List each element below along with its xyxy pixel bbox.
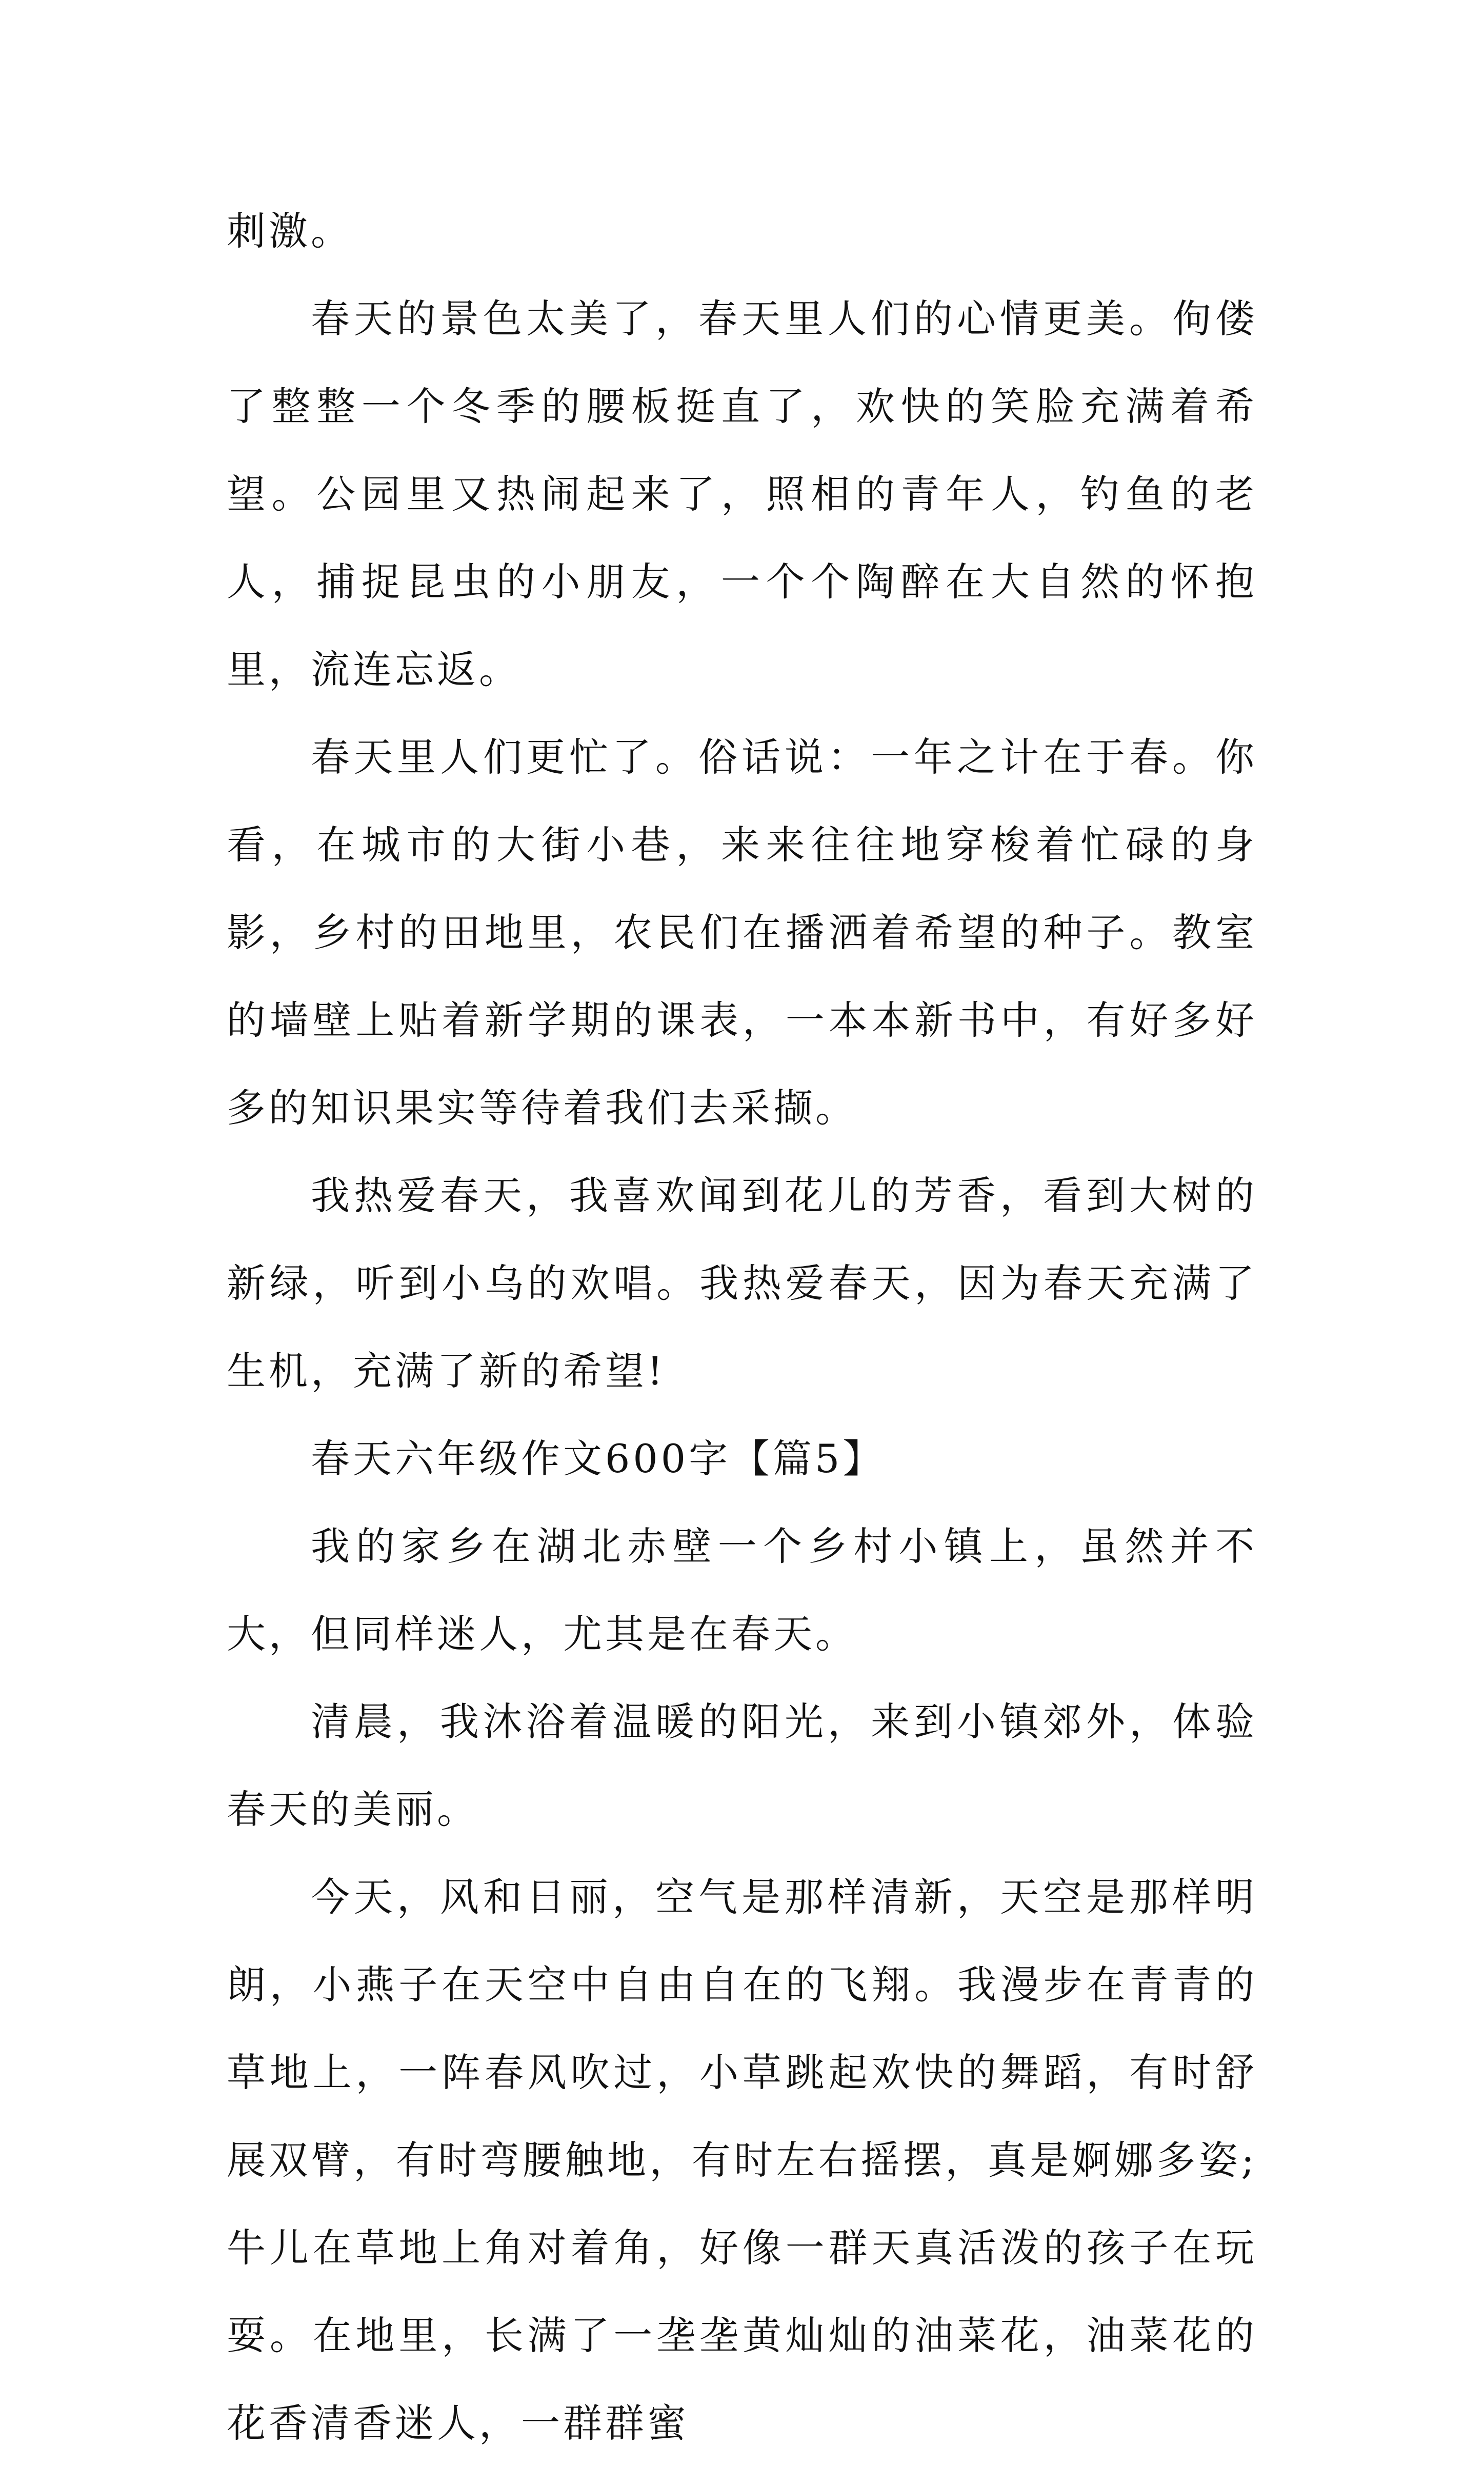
paragraph-3: 春天里人们更忙了。俗话说：一年之计在于春。你看，在城市的大街小巷，来来往往地穿梭着忙碌的身影，乡村的田地里，农民们在播洒着希望的种子。教室的墙壁上贴着新学期的课表，一本本新书中，有好多好多的知识果实等待着我们去采撷。 xyxy=(227,734,1257,1131)
section-heading: 春天六年级作文600字【篇5】 xyxy=(311,1436,885,1481)
paragraph-5: 我的家乡在湖北赤壁一个乡村小镇上，虽然并不大，但同样迷人，尤其是在春天。 xyxy=(227,1523,1257,1657)
document-body xyxy=(227,187,1257,2467)
paragraph-1: 刺激。 xyxy=(227,208,353,254)
paragraph-4: 我热爱春天，我喜欢闻到花儿的芳香，看到大树的新绿，听到小乌的欢唱。我热爱春天，因为春天充满了生机，充满了新的希望! xyxy=(227,1173,1257,1394)
paragraph-7: 今天，风和日丽，空气是那样清新，天空是那样明朗，小燕子在天空中自由自在的飞翔。我漫步在青青的草地上，一阵春风吹过，小草跳起欢快的舞蹈，有时舒展双臂，有时弯腰触地，有时左右摇摆，真是婀娜多姿;牛儿在草地上角对着角，好像一群天真活泼的孩子在玩耍。在地里，长满了一垄垄黄灿灿的油菜花，油菜花的花香清香迷人，一群群蜜 xyxy=(227,1874,1257,2446)
paragraph-6: 清晨，我沐浴着温暖的阳光，来到小镇郊外，体验春天的美丽。 xyxy=(227,1699,1257,1832)
paragraph-2: 春天的景色太美了，春天里人们的心情更美。佝偻了整整一个冬季的腰板挺直了，欢快的笑脸充满着希望。公园里又热闹起来了，照相的青年人，钓鱼的老人，捕捉昆虫的小朋友，一个个陶醉在大自然的怀抱里，流连忘返。 xyxy=(227,296,1257,692)
